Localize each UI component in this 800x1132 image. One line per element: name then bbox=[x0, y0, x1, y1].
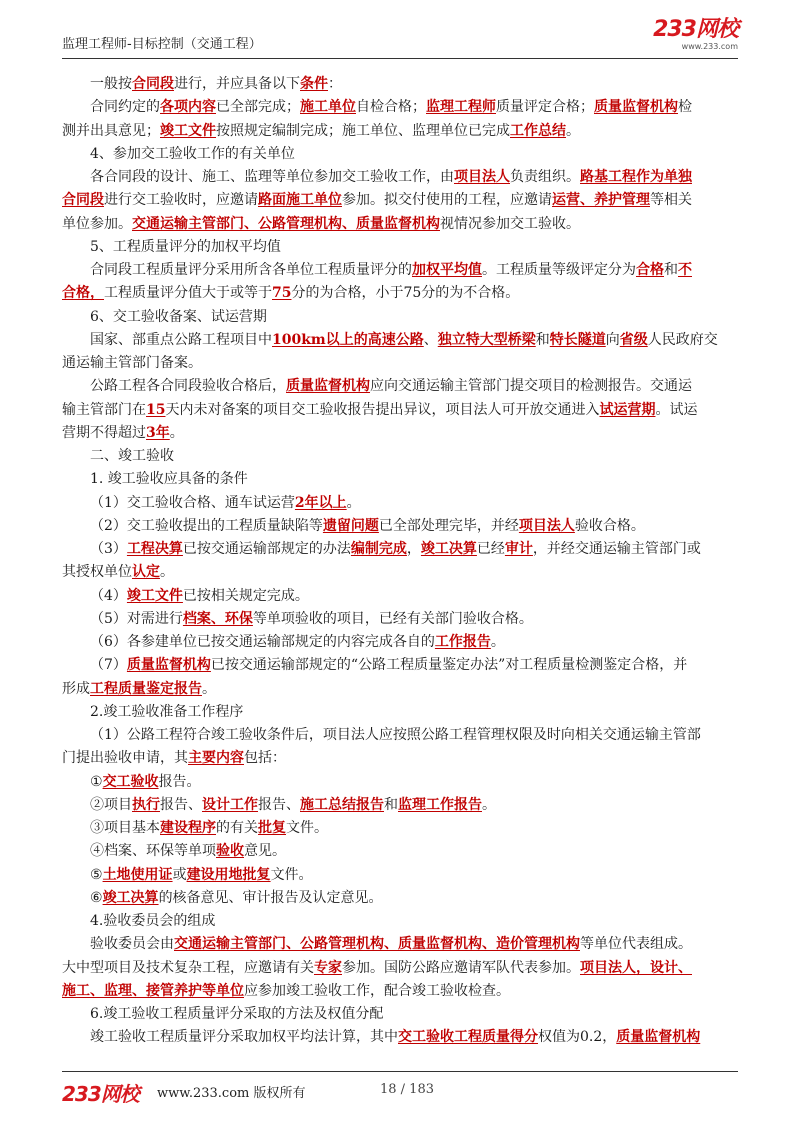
highlighted-keyword: 批复 bbox=[258, 820, 286, 836]
text-run: 。 bbox=[202, 680, 216, 697]
text-run: ，并经交通运输主管部门或 bbox=[532, 541, 701, 557]
text-run: 应向交通运输主管部门提交项目的检测报告。交通运 bbox=[370, 378, 692, 395]
text-run: 意见。 bbox=[244, 843, 286, 860]
text-line bbox=[62, 678, 738, 701]
text-line bbox=[62, 445, 738, 468]
text-run: （1）交工验收合格、通车试运营 bbox=[90, 494, 295, 511]
text-run: 输主管部门在 bbox=[62, 401, 146, 418]
text-line bbox=[62, 794, 738, 817]
text-run: 。 bbox=[169, 424, 184, 441]
highlighted-keyword: 档案、环保 bbox=[182, 610, 253, 627]
text-line bbox=[62, 143, 738, 166]
highlighted-keyword: 独立特大型桥梁 bbox=[437, 331, 536, 348]
text-run: 验收合格。 bbox=[574, 517, 645, 534]
text-line bbox=[62, 282, 738, 305]
text-line bbox=[62, 980, 738, 1003]
text-run: 人民政府交 bbox=[647, 331, 718, 348]
text-run: 单位参加。 bbox=[62, 215, 132, 232]
text-run: 的有关 bbox=[216, 820, 258, 836]
highlighted-keyword: 质量监督机构 bbox=[126, 657, 211, 674]
highlighted-keyword: 竣工文件 bbox=[160, 122, 216, 139]
text-run: 应参加竣工验收工作，配合竣工验收检查。 bbox=[244, 982, 510, 999]
text-run: （3） bbox=[90, 541, 127, 557]
text-run: 4.验收委员会的组成 bbox=[90, 913, 216, 929]
highlighted-keyword: 建设程序 bbox=[160, 820, 216, 836]
text-line bbox=[62, 492, 738, 515]
text-run: 测并出具意见； bbox=[62, 122, 160, 139]
highlighted-keyword: 工作报告 bbox=[434, 634, 491, 650]
text-run: 进行交工验收时，应邀请 bbox=[104, 192, 258, 209]
logo-text: 233网校 bbox=[653, 17, 738, 42]
text-run: 参加。拟交付使用的工程，应邀请 bbox=[342, 192, 552, 209]
text-line bbox=[62, 538, 738, 561]
highlighted-keyword: 省级 bbox=[619, 331, 648, 348]
highlighted-keyword: 特长隧道 bbox=[549, 331, 606, 348]
text-line bbox=[62, 654, 738, 677]
brand-logo bbox=[653, 18, 738, 51]
text-run: 和 bbox=[384, 796, 398, 813]
logo-url: www.233.com bbox=[681, 42, 738, 51]
text-line bbox=[62, 96, 738, 119]
highlighted-keyword: 土地使用证 bbox=[102, 866, 173, 883]
text-line bbox=[62, 910, 738, 933]
text-run: 包括： bbox=[244, 750, 286, 767]
page-footer bbox=[62, 1071, 738, 1108]
text-run: 报告、 bbox=[160, 796, 202, 813]
text-run: 。 bbox=[160, 564, 174, 581]
highlighted-keyword: 各项内容 bbox=[160, 99, 216, 116]
text-line bbox=[62, 73, 738, 96]
text-run: （2）交工验收提出的工程质量缺陷等 bbox=[90, 517, 323, 534]
text-run: 验收委员会由 bbox=[90, 936, 174, 953]
highlighted-keyword: 设计工作 bbox=[202, 796, 258, 813]
highlighted-keyword: 项目法人 bbox=[518, 517, 575, 534]
text-run: （1）公路工程符合竣工验收条件后，项目法人应按照公路工程管理权限及时向相关交通运输主管部 bbox=[90, 727, 701, 743]
highlighted-keyword: 运营、养护管理 bbox=[552, 192, 650, 209]
text-line bbox=[62, 561, 738, 584]
highlighted-keyword: 竣工决算 bbox=[102, 889, 159, 906]
highlighted-keyword: 质量监督机构 bbox=[594, 99, 678, 116]
text-line bbox=[62, 352, 738, 375]
text-run: 工程质量评分值大于或等于 bbox=[104, 285, 272, 302]
text-line bbox=[62, 817, 738, 840]
text-line bbox=[62, 189, 738, 212]
highlighted-keyword: 路面施工单位 bbox=[258, 192, 342, 209]
highlighted-keyword: 不 bbox=[678, 262, 692, 278]
text-run: （7） bbox=[90, 657, 127, 674]
highlighted-keyword: 工程质量鉴定报告 bbox=[90, 680, 202, 697]
highlighted-keyword: 3年 bbox=[146, 424, 170, 441]
text-line bbox=[62, 701, 738, 724]
highlighted-keyword: 监理工作报告 bbox=[398, 796, 482, 813]
text-run: 大中型项目及技术复杂工程，应邀请有关 bbox=[62, 959, 314, 976]
highlighted-keyword: 竣工文件 bbox=[126, 587, 183, 604]
highlighted-keyword: 项目法人，设计、 bbox=[580, 959, 692, 976]
highlighted-keyword: 专家 bbox=[314, 959, 342, 976]
text-run: 检 bbox=[678, 99, 692, 116]
text-run: ， bbox=[406, 541, 421, 557]
text-line bbox=[62, 422, 738, 445]
highlighted-keyword: 路基工程作为单独 bbox=[580, 169, 692, 185]
text-run: ③项目基本 bbox=[90, 820, 160, 836]
text-run: 进行，并应具备以下 bbox=[174, 76, 300, 92]
text-run: （6）各参建单位已按交通运输部规定的内容完成各自的 bbox=[90, 634, 435, 650]
text-run: 公路工程各合同段验收合格后， bbox=[90, 378, 286, 395]
highlighted-keyword: 条件 bbox=[300, 76, 328, 92]
text-run: 4、参加交工验收工作的有关单位 bbox=[90, 145, 295, 162]
text-line bbox=[62, 515, 738, 538]
text-line bbox=[62, 747, 738, 770]
text-run: 等单位代表组成。 bbox=[580, 936, 692, 953]
highlighted-keyword: 认定 bbox=[132, 564, 160, 581]
highlighted-keyword: 遗留问题 bbox=[322, 517, 379, 534]
text-run: 1. 竣工验收应具备的条件 bbox=[90, 471, 248, 488]
highlighted-keyword: 2年以上 bbox=[294, 494, 347, 511]
text-run: 和 bbox=[664, 262, 678, 278]
highlighted-keyword: 审计 bbox=[504, 541, 533, 557]
text-run: 6、交工验收备案、试运营期 bbox=[90, 308, 267, 325]
text-line bbox=[62, 120, 738, 143]
page-header bbox=[62, 18, 738, 59]
text-run: 其授权单位 bbox=[62, 564, 132, 581]
highlighted-keyword: 质量监督机构 bbox=[616, 1029, 701, 1046]
text-line bbox=[62, 1003, 738, 1026]
text-line bbox=[62, 468, 738, 491]
highlighted-keyword: 验收 bbox=[216, 843, 244, 860]
highlighted-keyword: 编制完成 bbox=[350, 541, 407, 557]
text-run: 已按交通运输部规定的办法 bbox=[182, 541, 351, 557]
text-run: 天内未对备案的项目交工验收报告提出异议，项目法人可开放交通进入 bbox=[165, 401, 600, 418]
highlighted-keyword: 交通运输主管部门、公路管理机构、质量监督机构 bbox=[132, 215, 440, 232]
text-run: 的核备意见、审计报告及认定意见。 bbox=[158, 889, 383, 906]
text-run: 报告、 bbox=[258, 796, 300, 813]
text-run: 已按交通运输部规定的“公路工程质量鉴定办法”对工程质量检测鉴定合格，并 bbox=[210, 657, 688, 674]
highlighted-keyword: 建设用地批复 bbox=[186, 866, 271, 883]
text-run: ① bbox=[90, 773, 103, 790]
text-run: ⑥ bbox=[90, 889, 103, 906]
highlighted-keyword: 加权平均值 bbox=[412, 262, 482, 278]
highlighted-keyword: 质量监督机构 bbox=[286, 378, 370, 395]
highlighted-keyword: 交工验收 bbox=[102, 773, 159, 790]
text-run: 质量评定合格； bbox=[496, 99, 594, 116]
text-run: 竣工验收工程质量评分采取加权平均法计算，其中 bbox=[90, 1029, 398, 1046]
text-run: ④档案、环保等单项 bbox=[90, 843, 216, 860]
text-run: 6.竣工验收工程质量评分采取的方法及权值分配 bbox=[90, 1006, 384, 1022]
text-line bbox=[62, 631, 738, 654]
text-line bbox=[62, 585, 738, 608]
text-run: 参加。国防公路应邀请军队代表参加。 bbox=[342, 959, 580, 976]
text-run: 负责组织。 bbox=[510, 169, 580, 185]
text-run: 一般按 bbox=[90, 76, 132, 92]
highlighted-keyword: 执行 bbox=[132, 796, 160, 813]
text-run: 文件。 bbox=[286, 820, 328, 836]
text-line bbox=[62, 933, 738, 956]
text-run: 或 bbox=[172, 866, 187, 883]
text-line bbox=[62, 724, 738, 747]
highlighted-keyword: 主要内容 bbox=[188, 750, 244, 767]
text-run: 已全部完成； bbox=[216, 99, 300, 116]
page-number: 18 / 183 bbox=[380, 1082, 434, 1097]
text-line bbox=[62, 375, 738, 398]
highlighted-keyword: 合格， bbox=[62, 285, 104, 302]
highlighted-keyword: 施工单位 bbox=[300, 99, 356, 116]
copyright-text: www.233.com 版权所有 bbox=[157, 1086, 306, 1101]
text-line bbox=[62, 236, 738, 259]
text-run: ⑤ bbox=[90, 866, 103, 883]
text-run: 。 bbox=[566, 122, 580, 139]
text-run: 向 bbox=[605, 331, 620, 348]
text-run: 等相关 bbox=[650, 192, 692, 209]
text-run: 二、竣工验收 bbox=[90, 448, 174, 464]
highlighted-keyword: 交工验收工程质量得分 bbox=[398, 1029, 538, 1046]
highlighted-keyword: 竣工决算 bbox=[420, 541, 477, 557]
text-run: 。 bbox=[482, 796, 496, 813]
text-run: 分的为合格，小于75分的为不合格。 bbox=[291, 285, 520, 302]
text-run: 形成 bbox=[62, 680, 90, 697]
text-run: 国家、部重点公路工程项目中 bbox=[90, 331, 272, 348]
text-run: 权值为0.2， bbox=[538, 1029, 617, 1046]
text-run: 通运输主管部门备案。 bbox=[62, 355, 202, 371]
text-run: 按照规定编制完成；施工单位、监理单位已完成 bbox=[216, 122, 510, 139]
highlighted-keyword: 75 bbox=[272, 285, 292, 302]
text-run: 。 bbox=[346, 494, 361, 511]
text-run: 自检合格； bbox=[356, 99, 426, 116]
text-run: 已经 bbox=[476, 541, 505, 557]
text-run: 文件。 bbox=[270, 866, 313, 883]
highlighted-keyword: 合同段 bbox=[62, 192, 104, 209]
text-line bbox=[62, 840, 738, 863]
text-run: 视情况参加交工验收。 bbox=[440, 215, 580, 232]
document-body bbox=[62, 73, 738, 1050]
highlighted-keyword: 监理工程师 bbox=[426, 99, 496, 116]
text-line bbox=[62, 608, 738, 631]
highlighted-keyword: 工程决算 bbox=[126, 541, 183, 557]
highlighted-keyword: 合格 bbox=[636, 262, 664, 278]
document-title: 监理工程师-目标控制（交通工程） bbox=[62, 37, 262, 52]
highlighted-keyword: 15 bbox=[146, 401, 166, 418]
text-line bbox=[62, 399, 738, 422]
footer-logo: 233网校 bbox=[62, 1082, 139, 1106]
text-line bbox=[62, 306, 738, 329]
highlighted-keyword: 工作总结 bbox=[510, 122, 566, 139]
text-run: 合同约定的 bbox=[90, 99, 160, 116]
text-run: 2.竣工验收准备工作程序 bbox=[90, 703, 244, 720]
highlighted-keyword: 试运营期 bbox=[599, 401, 656, 418]
text-run: ： bbox=[328, 76, 342, 92]
text-run: （5）对需进行 bbox=[90, 610, 183, 627]
text-line bbox=[62, 957, 738, 980]
text-run: 门提出验收申请，其 bbox=[62, 750, 188, 767]
text-run: 已按相关规定完成。 bbox=[182, 587, 309, 604]
highlighted-keyword: 项目法人 bbox=[454, 169, 510, 185]
text-run: 报告。 bbox=[158, 773, 201, 790]
text-run: 营期不得超过 bbox=[62, 424, 146, 441]
text-line bbox=[62, 329, 738, 352]
highlighted-keyword: 交通运输主管部门、公路管理机构、质量监督机构、造价管理机构 bbox=[174, 936, 580, 953]
text-run: ②项目 bbox=[90, 796, 132, 813]
text-run: （4） bbox=[90, 587, 127, 604]
text-run: 合同段工程质量评分采用所含各单位工程质量评分的 bbox=[90, 262, 412, 278]
text-line bbox=[62, 771, 738, 794]
text-line bbox=[62, 887, 738, 910]
text-line bbox=[62, 1026, 738, 1049]
text-run: 。试运 bbox=[655, 401, 698, 418]
text-line bbox=[62, 864, 738, 887]
highlighted-keyword: 合同段 bbox=[132, 76, 174, 92]
highlighted-keyword: 施工总结报告 bbox=[300, 796, 384, 813]
text-run: 5、工程质量评分的加权平均值 bbox=[90, 238, 281, 255]
text-run: 已全部处理完毕，并经 bbox=[378, 517, 519, 534]
text-run: 。工程质量等级评定分为 bbox=[482, 262, 636, 278]
text-run: 。 bbox=[490, 634, 505, 650]
text-run: 各合同段的设计、施工、监理等单位参加交工验收工作，由 bbox=[90, 169, 454, 185]
text-run: 、 bbox=[423, 331, 438, 348]
text-line bbox=[62, 213, 738, 236]
text-run: 等单项验收的项目，已经有关部门验收合格。 bbox=[252, 610, 533, 627]
text-line bbox=[62, 166, 738, 189]
highlighted-keyword: 施工、监理、接管养护等单位 bbox=[62, 982, 244, 999]
text-line bbox=[62, 259, 738, 282]
highlighted-keyword: 100km以上的高速公路 bbox=[272, 331, 424, 348]
text-run: 和 bbox=[535, 331, 550, 348]
